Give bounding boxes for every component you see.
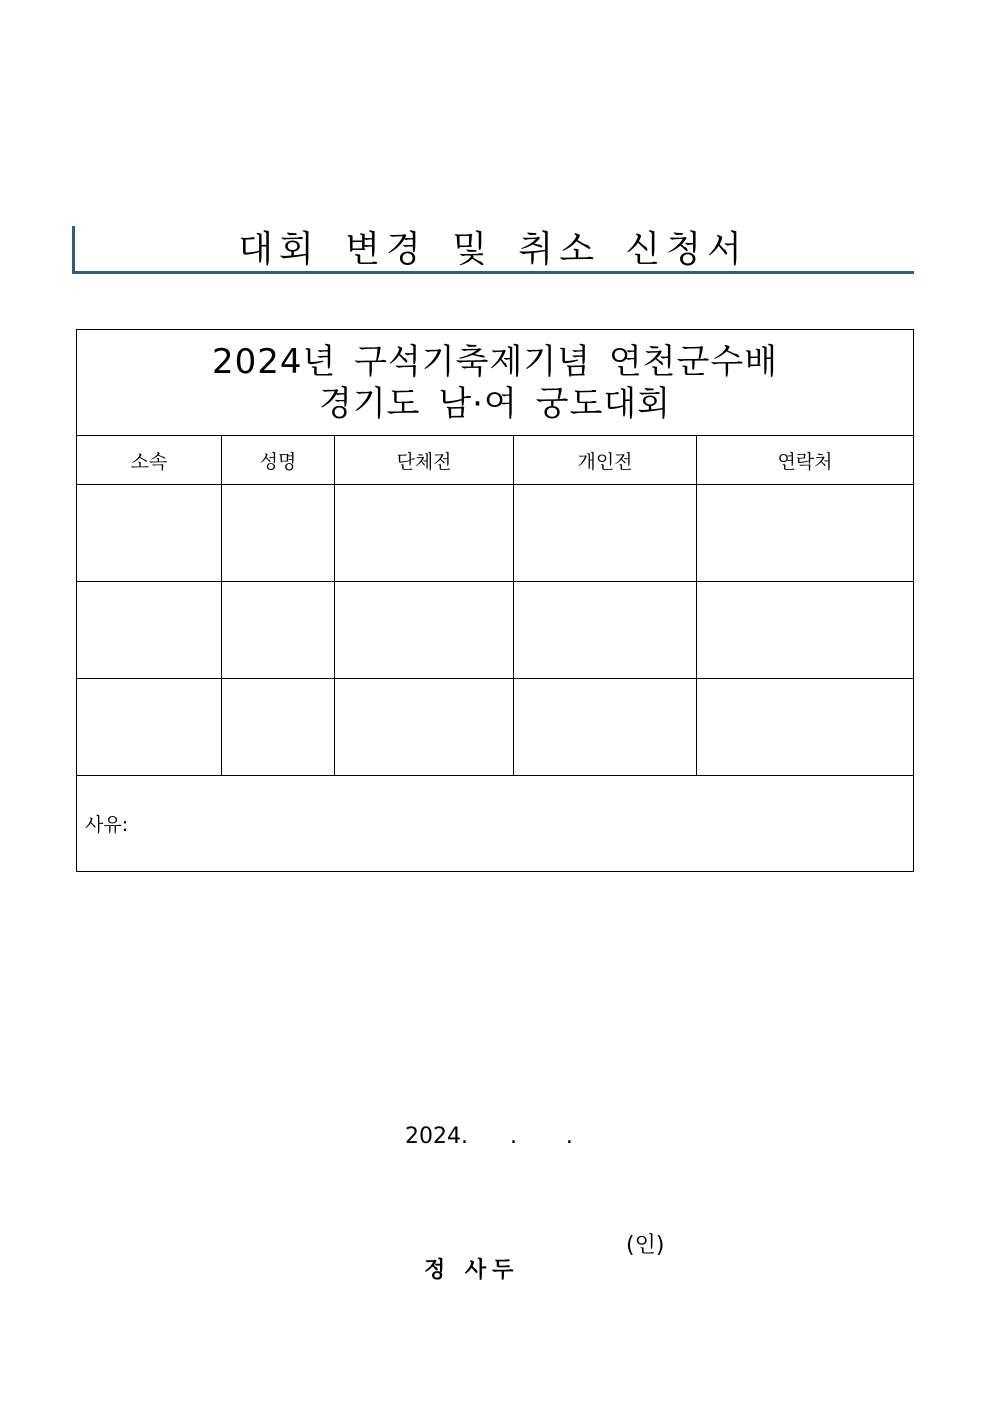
signature-line [410, 1228, 665, 1309]
header-team-event: 단체전 [335, 436, 514, 485]
title-underline [72, 271, 914, 274]
name-field[interactable] [222, 679, 335, 776]
document-title-block [72, 226, 914, 274]
contact-field[interactable] [697, 582, 914, 679]
application-table [76, 329, 914, 872]
header-individual-event: 개인전 [514, 436, 697, 485]
team-event-field[interactable] [335, 679, 514, 776]
application-date: 2024. . . [405, 1124, 573, 1149]
affiliation-field[interactable] [77, 485, 222, 582]
event-name-cell [77, 330, 914, 436]
table-row [77, 679, 914, 776]
table-row [77, 485, 914, 582]
individual-event-field[interactable] [514, 485, 697, 582]
contact-field[interactable] [697, 485, 914, 582]
reason-label: 사유: [85, 814, 129, 836]
table-header-row [77, 436, 914, 485]
signer-role: 정 사두 [424, 1258, 520, 1283]
header-contact: 연락처 [697, 436, 914, 485]
table-row [77, 582, 914, 679]
contact-field[interactable] [697, 679, 914, 776]
team-event-field[interactable] [335, 485, 514, 582]
header-name: 성명 [222, 436, 335, 485]
individual-event-field[interactable] [514, 679, 697, 776]
team-event-field[interactable] [335, 582, 514, 679]
event-name-line1: 2024년 구석기축제기념 연천군수배 [211, 341, 779, 382]
name-field[interactable] [222, 582, 335, 679]
individual-event-field[interactable] [514, 582, 697, 679]
header-affiliation: 소속 [77, 436, 222, 485]
document-title: 대회 변경 및 취소 신청서 [238, 229, 748, 270]
affiliation-field[interactable] [77, 679, 222, 776]
seal-mark: (인) [626, 1233, 665, 1258]
affiliation-field[interactable] [77, 582, 222, 679]
name-field[interactable] [222, 485, 335, 582]
event-name-line2: 경기도 남·여 궁도대회 [318, 383, 672, 424]
reason-field[interactable] [77, 776, 914, 872]
